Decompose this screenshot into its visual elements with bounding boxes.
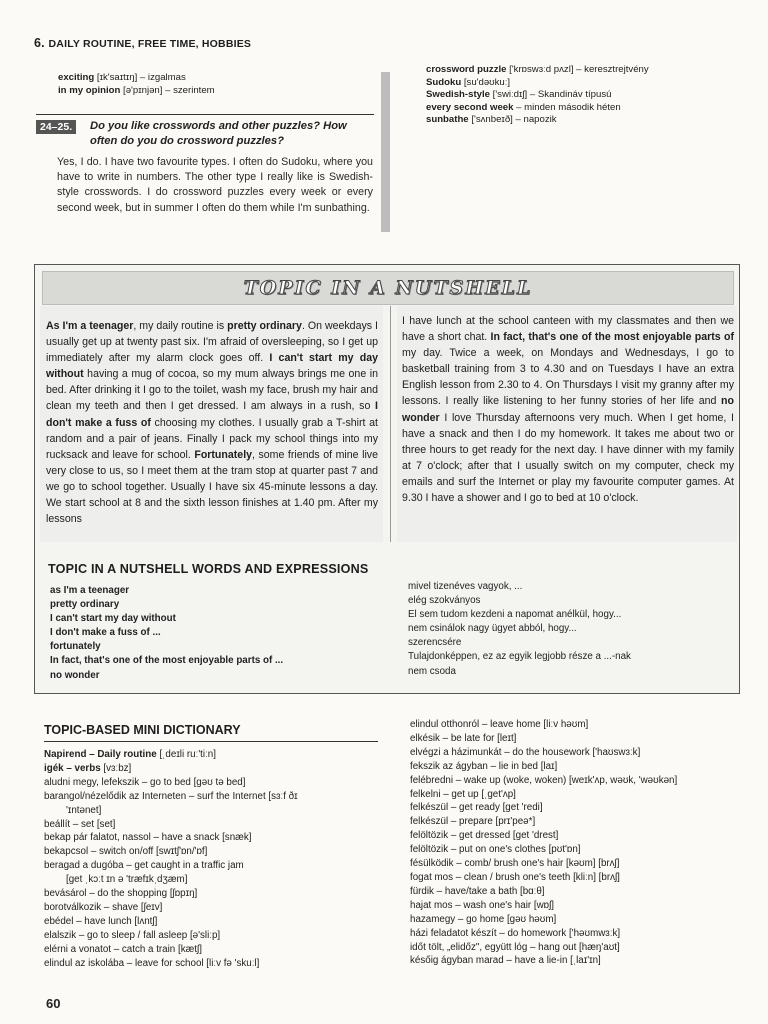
dictionary-entry: felöltözik – get dressed [get 'drest]	[410, 830, 559, 842]
expression-hungarian: szerencsére	[408, 637, 462, 649]
question-rule	[36, 114, 374, 115]
nutshell-title: TOPIC IN A NUTSHELL	[243, 277, 533, 299]
vocab-definition: ['krɒswɜːd pʌzl] – keresztrejtvény	[506, 64, 649, 75]
mini-dictionary-heading: TOPIC-BASED MINI DICTIONARY	[44, 723, 241, 737]
expression-hungarian: elég szokványos	[408, 595, 481, 607]
dictionary-entry: felkelni – get up [ˌget'ʌp]	[410, 788, 516, 800]
words-english-list	[50, 584, 380, 683]
dictionary-subheading	[44, 748, 378, 762]
expression-english: no wonder	[50, 669, 100, 681]
expression-english: as I'm a teenager	[50, 585, 130, 596]
dictionary-entry: barangol/nézelődik az Interneten – surf the Internet [sɜːf ðɪ	[44, 790, 298, 802]
nutshell-text-right: I have lunch at the school canteen with my classmates and then we have a short chat. In fact, that's one of the most enjoyable parts of my day. Twice a week, on Mondays and Wednesdays, I go to basketball training from 3 to 4.30 and on Tuesdays I have an extra English lesson from 2.30 to 4. On Thursdays I visit my granny after my lessons. I really like listening to her funny stories of her life and no wonder I love Thursday afternoons very much. When I get home, I have a snack and then I do my homework. It takes me about two or three hours to get ready for the next day. I have dinner with my family at 7 o'clock; after that I usually switch on my computer, check my emails and surf the Internet or play my favourite computer games. At 9.30 I have a shower and I go to bed at 10 o'clock.	[402, 315, 734, 505]
vocab-entry	[426, 64, 746, 77]
dictionary-entry: fürdik – have/take a bath [bɑːθ]	[410, 885, 545, 897]
vocab-entry	[426, 114, 746, 127]
dictionary-verbs-label	[44, 762, 378, 776]
expression-english: pretty ordinary	[50, 599, 120, 611]
dictionary-entry: elindul az iskolába – leave for school [liːv fə 'skuːl]	[44, 957, 260, 969]
column-divider-bar	[381, 72, 390, 232]
dictionary-entry: hajat mos – wash one's hair [wɒʃ]	[410, 899, 554, 911]
vocab-term: crossword puzzle	[426, 64, 507, 75]
dictionary-entry: elalszik – go to sleep / fall asleep [ə'sliːp]	[44, 929, 221, 941]
dictionary-entry: bekapcsol – switch on/off [swɪtʃ'ɒn/'ɒf]	[44, 846, 208, 858]
nutshell-divider	[390, 306, 391, 542]
vocab-term: Sudoku	[426, 76, 462, 88]
dictionary-column-right	[410, 718, 740, 968]
page-number: 60	[46, 996, 61, 1011]
expression-english: I can't start my day without	[50, 613, 176, 625]
expression-hungarian: nem csoda	[408, 665, 456, 677]
mini-dictionary-rule	[44, 741, 378, 742]
dictionary-entry: ebédel – have lunch [lʌntʃ]	[44, 915, 158, 927]
vocab-list-top-left	[58, 72, 368, 97]
dictionary-entry: felkészül – prepare [prɪ'peə*]	[410, 816, 536, 828]
chapter-heading	[34, 36, 251, 50]
chapter-number: 6.	[34, 36, 45, 50]
dictionary-entry: későig ágyban marad – have a lie-in [ˌlaɪ'ɪn]	[410, 955, 601, 967]
dictionary-entry: felkészül – get ready [get 'redi]	[410, 802, 543, 814]
vocab-term: every second week	[426, 101, 514, 113]
vocab-term: in my opinion	[58, 84, 121, 96]
vocab-term: sunbathe	[426, 114, 469, 125]
dictionary-entry: elkésik – be late for [leɪt]	[410, 732, 517, 744]
dictionary-entry: bekap pár falatot, nassol – have a snack [snæk]	[44, 832, 252, 844]
dictionary-entry: bevásárol – do the shopping [ʃɒpɪŋ]	[44, 888, 198, 900]
dictionary-entry: fogat mos – clean / brush one's teeth [kliːn] [brʌʃ]	[410, 871, 620, 883]
dictionary-entry: fésülködik – comb/ brush one's hair [kəʊm] [brʌʃ]	[410, 858, 620, 870]
vocab-entry	[426, 89, 746, 102]
vocab-entry	[58, 72, 368, 85]
subheading-phonetic: [ˌdeɪli ruː'tiːn]	[159, 749, 216, 760]
dictionary-entry: aludni megy, lefekszik – go to bed [gəʊ tə bed]	[44, 776, 246, 788]
dictionary-entry: fekszik az ágyban – lie in bed [laɪ]	[410, 760, 558, 772]
dictionary-entry: [get ˌkɔːt ɪn ə 'træfɪkˌdʒæm]	[66, 874, 188, 886]
dictionary-entry: házi feladatot készít – do homework ['həʊmwɜːk]	[410, 927, 621, 939]
dictionary-column-left	[44, 748, 378, 971]
vocab-definition: [su'dəʊkuː]	[461, 76, 511, 88]
expression-english: In fact, that's one of the most enjoyable parts of ...	[50, 655, 284, 667]
expression-hungarian: nem csinálok nagy ügyet abból, hogy...	[408, 623, 577, 635]
expression-english: fortunately	[50, 641, 101, 653]
dictionary-entry: elérni a vonatot – catch a train [kætʃ]	[44, 943, 202, 955]
vocab-term: Swedish-style	[426, 89, 490, 100]
dictionary-entry: felöltözik – put on one's clothes [pʊt'ɒn]	[410, 844, 581, 856]
expression-english: I don't make a fuss of ...	[50, 627, 161, 639]
dictionary-entry: borotválkozik – shave [ʃeɪv]	[44, 901, 163, 913]
answer-text: Yes, I do. I have two favourite types. I often do Sudoku, where you have to write in numbers. The other type I really like is Swedish-style crosswords. I do crossword puzzles every week or every second week, but in summer I often do them while I'm sunbathing.	[57, 156, 373, 214]
words-hungarian-list	[408, 580, 728, 679]
expression-hungarian: El sem tudom kezdeni a napomat anélkül, hogy...	[408, 609, 622, 621]
dictionary-entry: hazamegy – go home [gəʊ həʊm]	[410, 913, 557, 925]
question-text: Do you like crosswords and other puzzles? How often do you do crossword puzzles?	[90, 120, 347, 147]
subheading-bold: Napirend – Daily routine	[44, 749, 157, 760]
nutshell-text-left: As I'm a teenager, my daily routine is pretty ordinary. On weekdays I usually get up at twenty past six. I'm afraid of oversleeping, so I get up immediately after my alarm clock goes off. I can't start my day without having a mug of cocoa, so my mum always brings me one in bed. After drinking it I go to the toilet, wash my face, brush my hair and clean my teeth and then I get dressed. I am always in a rush, so I don't make a fuss of choosing my clothes. I usually grab a T-shirt at random and a pair of jeans. Finally I pack my school things into my rucksack and leave for school. Fortunately, some friends of mine live very close to us, so I meet them at the tram stop at quarter past 7 and we go to school together. Usually I have six 45-minute lessons a day. We start school at 8 and the sixth lesson finishes at 1.40 pm. After my lessons	[46, 320, 378, 526]
verbs-bold: igék – verbs	[44, 762, 101, 774]
vocab-definition: [ə'pɪnjən] – szerintem	[120, 84, 215, 96]
words-expressions-heading: TOPIC IN A NUTSHELL WORDS AND EXPRESSIONS	[48, 562, 369, 576]
dictionary-entry: beállít – set [set]	[44, 818, 116, 830]
vocab-entry	[58, 85, 368, 98]
expression-hungarian: mivel tizenéves vagyok, ...	[408, 581, 523, 592]
vocab-definition: – minden második héten	[513, 101, 621, 113]
dictionary-entry: felébredni – wake up (woke, woken) [weɪk'ʌp, wəʊk, 'wəʊkən]	[410, 774, 678, 786]
dictionary-entry: elindul otthonról – leave home [liːv həʊm]	[410, 719, 589, 730]
vocab-term: exciting	[58, 72, 95, 83]
vocab-definition: [ɪk'saɪtɪŋ] – izgalmas	[94, 72, 186, 83]
question-number-badge: 24–25.	[36, 120, 76, 134]
vocab-list-top-right	[426, 64, 746, 127]
chapter-title: DAILY ROUTINE, FREE TIME, HOBBIES	[48, 38, 252, 50]
dictionary-entry: beragad a dugóba – get caught in a traffic jam	[44, 860, 244, 872]
dictionary-entry: időt tölt, „elidőz", együtt lóg – hang out [hæŋ'aʊt]	[410, 941, 620, 953]
vocab-definition: ['swiːdɪʃ] – Skandináv típusú	[489, 89, 612, 100]
dictionary-entry: elvégzi a házimunkát – do the housework ['haʊswɜːk]	[410, 746, 641, 758]
vocab-entry	[426, 102, 746, 115]
verbs-phonetic: [vɜːbz]	[103, 762, 132, 774]
expression-hungarian: Tulajdonképpen, ez az egyik legjobb része a ...-nak	[408, 651, 631, 663]
vocab-entry	[426, 77, 746, 90]
dictionary-entry: 'ɪntənet]	[66, 804, 102, 816]
vocab-definition: ['sʌnbeɪð] – napozik	[468, 114, 557, 125]
